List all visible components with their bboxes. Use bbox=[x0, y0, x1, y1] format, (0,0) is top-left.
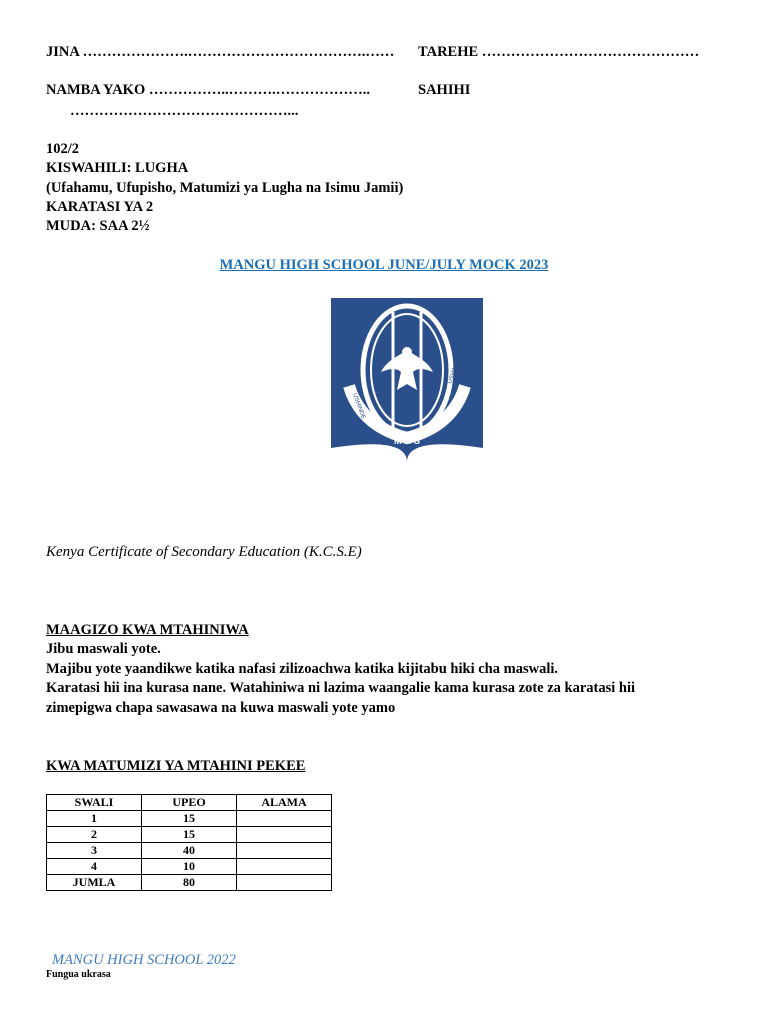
paper-number: KARATASI YA 2 bbox=[46, 199, 154, 215]
logo-motto-right: USHINDE bbox=[447, 357, 463, 385]
instruction-line: zimepigwa chapa sawasawa na kuwa maswali yote yamo bbox=[46, 700, 396, 716]
footer-turn-page-note: Fungua ukrasa bbox=[46, 969, 111, 980]
paper-subject: KISWAHILI: LUGHA bbox=[46, 160, 189, 176]
total-label-cell: JUMLA bbox=[47, 875, 142, 891]
score-cell[interactable] bbox=[237, 811, 332, 827]
question-cell: 1 bbox=[47, 811, 142, 827]
total-score-cell[interactable] bbox=[237, 875, 332, 891]
table-row bbox=[47, 859, 332, 875]
index-number-field-label: NAMBA YAKO ……………..……….……………….. bbox=[46, 82, 370, 98]
logo-motto-bottom: M·H·S bbox=[394, 436, 420, 446]
paper-sections: (Ufahamu, Ufupisho, Matumizi ya Lugha na Isimu Jamii) bbox=[46, 180, 404, 196]
instructions-heading: MAAGIZO KWA MTAHINIWA bbox=[46, 622, 249, 638]
max-score-cell: 10 bbox=[142, 859, 237, 875]
instruction-line: Jibu maswali yote. bbox=[46, 641, 161, 657]
table-total-row bbox=[47, 875, 332, 891]
footer-school-name: MANGU HIGH SCHOOL 2022 bbox=[52, 952, 236, 968]
max-score-cell: 15 bbox=[142, 827, 237, 843]
question-cell: 2 bbox=[47, 827, 142, 843]
table-row bbox=[47, 827, 332, 843]
max-score-cell: 40 bbox=[142, 843, 237, 859]
table-row bbox=[47, 843, 332, 859]
table-row bbox=[47, 811, 332, 827]
total-max-cell: 80 bbox=[142, 875, 237, 891]
max-score-cell: 15 bbox=[142, 811, 237, 827]
school-crest-logo bbox=[331, 298, 483, 462]
score-cell[interactable] bbox=[237, 827, 332, 843]
instruction-line: Majibu yote yaandikwe katika nafasi zilizoachwa katika kijitabu hiki cha maswali. bbox=[46, 661, 558, 677]
score-cell[interactable] bbox=[237, 843, 332, 859]
paper-duration: MUDA: SAA 2½ bbox=[46, 218, 150, 234]
column-header: UPEO bbox=[142, 795, 237, 811]
examiner-heading: KWA MATUMIZI YA MTAHINI PEKEE bbox=[46, 758, 306, 774]
instruction-line: Karatasi hii ina kurasa nane. Watahiniwa ni lazima waangalie kama kurasa zote za karatasi hii bbox=[46, 680, 636, 696]
question-cell: 4 bbox=[47, 859, 142, 875]
column-header: ALAMA bbox=[237, 795, 332, 811]
table-header-row bbox=[47, 795, 332, 811]
marks-table bbox=[46, 794, 332, 891]
date-field-label: TAREHE ……………………………………… bbox=[418, 44, 700, 60]
signature-field-label: SAHIHI bbox=[418, 82, 471, 98]
logo-motto-left: USHINDE bbox=[351, 392, 366, 421]
question-cell: 3 bbox=[47, 843, 142, 859]
paper-code: 102/2 bbox=[46, 141, 80, 157]
score-cell[interactable] bbox=[237, 859, 332, 875]
name-field-label: JINA ………………….……………………………….…… bbox=[46, 44, 395, 60]
signature-line: ………………………………………... bbox=[70, 103, 299, 119]
kcse-caption: Kenya Certificate of Secondary Education (K.C.S.E) bbox=[46, 544, 362, 560]
column-header: SWALI bbox=[47, 795, 142, 811]
school-exam-title: MANGU HIGH SCHOOL JUNE/JULY MOCK 2023 bbox=[219, 257, 549, 273]
